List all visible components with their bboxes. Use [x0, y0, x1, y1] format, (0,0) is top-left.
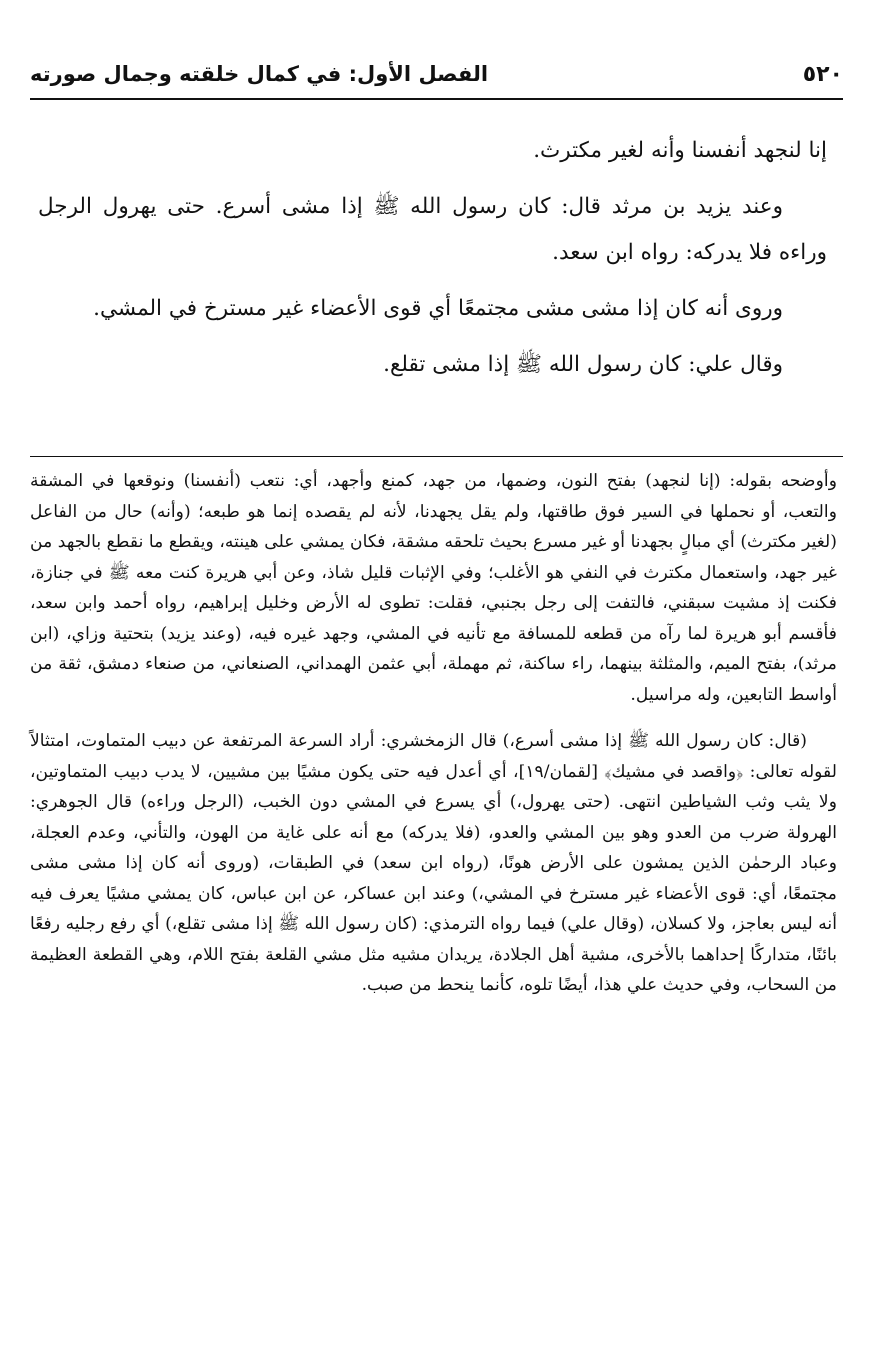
page-number: ٥٢٠: [802, 61, 843, 87]
main-paragraph-4: وقال علي: كان رسول الله ﷺ إذا مشى تقلع.: [383, 352, 783, 377]
page-header: [30, 52, 843, 96]
main-text-block: [38, 128, 827, 398]
commentary-block: [30, 466, 837, 1017]
header-divider: [30, 98, 843, 100]
commentary-paragraph-1: وأوضحه بقوله: (إنا لنجهد) بفتح النون، وضمها، من جهد، كمنع وأجهد، أي: نتعب (أنفسنا) ونوقعها في المشقة والتعب، أو نحملها في السير فوق طاقتها، ولم يقل يجهدنا، لأنه لم يقصده إنما هو طبعه؛ (وأنه) حال من الفاعل (لغير مكترث) أي مبالٍ بجهدنا أو غير مسرع بحيث تلحقه مشقة، فكان يمشي على هينته، ويقطع ما نقطع بالجهد من غير جهد، واستعمال مكترث في النفي هو الأغلب؛ وفي الإثبات قليل شاذ، وعن أبي هريرة كنت معه ﷺ في جنازة، فكنت إذ مشيت سبقني، فالتفت إلى رجل بجنبي، فقلت: تطوى له الأرض وخليل إبراهيم، رواه أحمد وابن سعد، فأقسم أبو هريرة لما رآه من قطعه للمسافة مع تأنيه في المشي، وجهد غيره فيه، (وعند يزيد) بتحتية وزاي، (ابن مرثد)، بفتح الميم، والمثلثة بينهما، راء ساكنة، ثم مهملة، أبي عثمن الهمداني، الصنعاني، من صنعاء دمشق، ثقة من أواسط التابعين، وله مراسيل.: [30, 471, 837, 705]
commentary-paragraph-2: (قال: كان رسول الله ﷺ إذا مشى أسرع،) قال الزمخشري: أراد السرعة المرتفعة عن دبيب المتماوت، امتثالاً لقوله تعالى: ﴿واقصد في مشيك﴾ [لقمان/١٩]، أي أعدل فيه حتى يكون مشيًا بين مشيين، لا يدب دبيب المتماوتين، ولا يثب وثب الشياطين انتهى. (حتى يهرول،) أي يسرع في المشي دون الخبب، (الرجل وراءه) قال الجوهري: الهرولة ضرب من العدو وهو بين المشي والعدو، (فلا يدركه) مع أنه على غاية من الهون، والتأني، وعدم العجلة، وعباد الرحمٰن الذين يمشون على الأرض هونًا، (رواه ابن سعد) في الطبقات، (وروى أنه كان إذا مشى مشى مجتمعًا، أي: قوى الأعضاء غير مسترخ في المشي،) وعند ابن عساكر، عن ابن عباس، كان يمشي مشيًا يعرف فيه أنه ليس بعاجز، ولا كسلان، (وقال علي) فيما رواه الترمذي: (كان رسول الله ﷺ إذا مشى تقلع،) أي رفع رجليه رفعًا بائنًا، متداركًا إحداهما بالأخرى، مشية أهل الجلادة، يريدان مشيه مثل مشي القلعة بفتح اللام، وهي القطعة العظيمة من السحاب، وفي حديث علي هذا، أيضًا تلوه، كأنما ينحط من صبب.: [30, 731, 837, 995]
commentary-divider: [30, 456, 843, 457]
main-paragraph-1: إنا لنجهد أنفسنا وأنه لغير مكترث.: [533, 138, 827, 163]
main-paragraph-2: وعند يزيد بن مرثد قال: كان رسول الله ﷺ إذا مشى أسرع. حتى يهرول الرجل وراءه فلا يدركه: رواه ابن سعد.: [38, 194, 827, 265]
chapter-title: الفصل الأول: في كمال خلقته وجمال صورته: [30, 62, 489, 86]
main-paragraph-3: وروى أنه كان إذا مشى مشى مجتمعًا أي قوى الأعضاء غير مسترخ في المشي.: [93, 296, 783, 321]
